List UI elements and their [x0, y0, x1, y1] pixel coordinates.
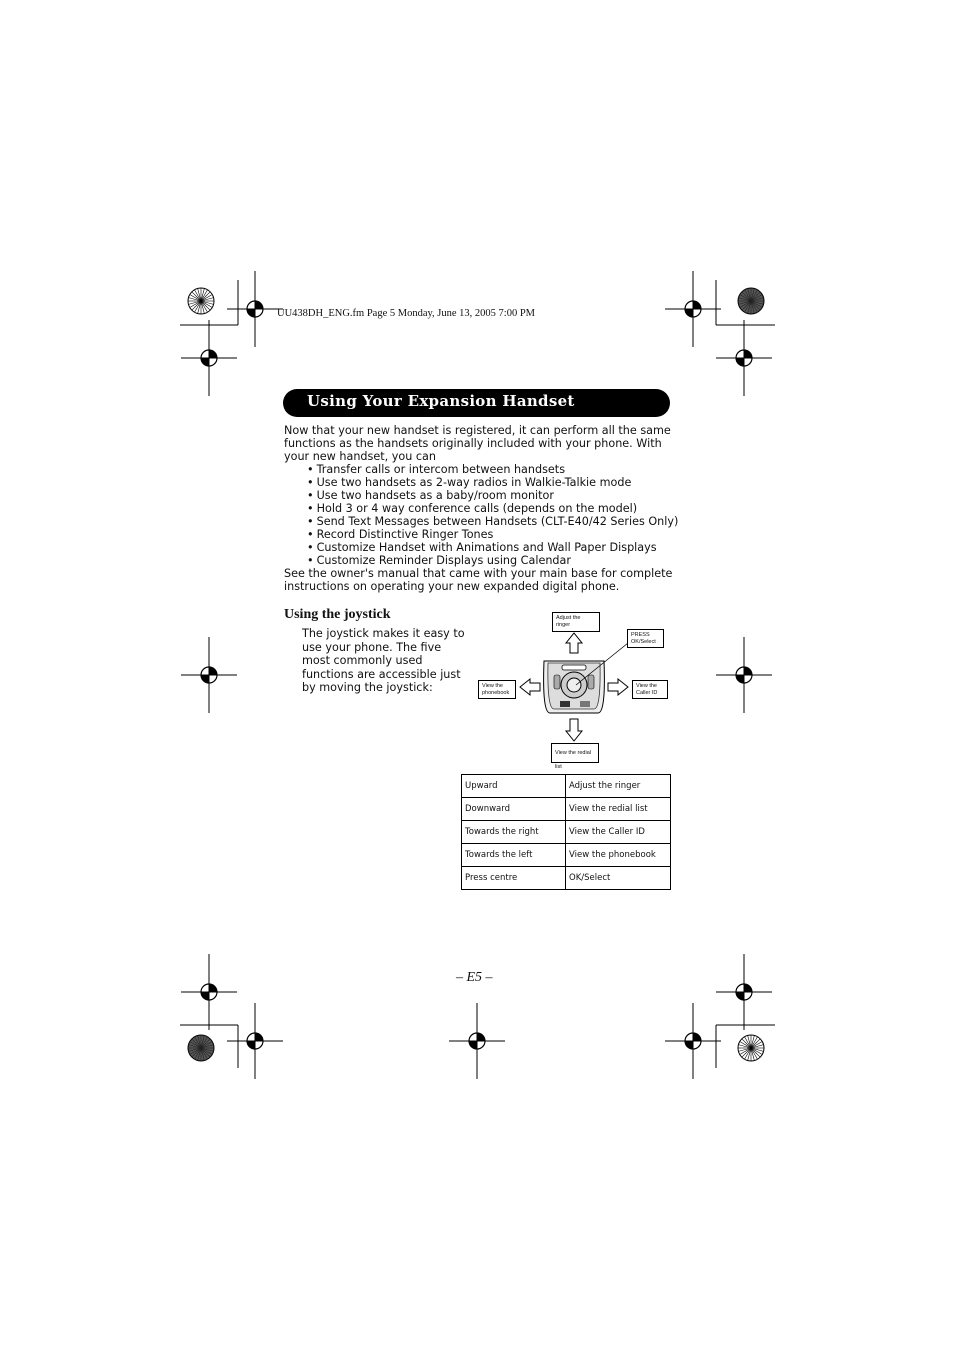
joystick-description: The joystick makes it easy to use your phone. The five most commonly used functions are accessible just by moving the joystick:: [302, 627, 465, 694]
intro-paragraph: [284, 424, 684, 463]
label-press: [627, 629, 664, 648]
list-item: • Transfer calls or intercom between handsets: [307, 463, 678, 476]
intro-line: your new handset, you can: [284, 450, 436, 463]
movement-cell: Towards the right: [462, 821, 566, 844]
list-item: • Customize Handset with Animations and Wall Paper Displays: [307, 541, 678, 554]
table-row: [462, 867, 671, 890]
list-item: • Use two handsets as 2-way radios in Walkie-Talkie mode: [307, 476, 678, 489]
movement-cell: Press centre: [462, 867, 566, 890]
movement-cell: Upward: [462, 775, 566, 798]
intro-line: Now that your new handset is registered, it can perform all the same: [284, 424, 671, 437]
movement-cell: Downward: [462, 798, 566, 821]
list-item: • Customize Reminder Displays using Calendar: [307, 554, 678, 567]
table-row: [462, 821, 671, 844]
intro-line: functions as the handsets originally included with your phone. With: [284, 437, 662, 450]
list-item: • Send Text Messages between Handsets (CLT-E40/42 Series Only): [307, 515, 678, 528]
action-cell: View the phonebook: [566, 844, 671, 867]
label-right-line: View the: [636, 683, 657, 689]
list-item: • Hold 3 or 4 way conference calls (depends on the model): [307, 502, 678, 515]
outro-line: instructions on operating your new expanded digital phone.: [284, 580, 620, 593]
page-number: – E5 –: [456, 970, 493, 985]
feature-list: [307, 463, 678, 567]
list-item: • Record Distinctive Ringer Tones: [307, 528, 678, 541]
section-title-bar: [283, 389, 670, 417]
outro-line: See the owner's manual that came with your main base for complete: [284, 567, 673, 580]
label-down: [551, 743, 599, 770]
outro-paragraph: [284, 567, 684, 593]
label-up-text: Adjust the ringer: [556, 615, 581, 628]
action-cell: View the redial list: [566, 798, 671, 821]
list-item: • Use two handsets as a baby/room monitor: [307, 489, 678, 502]
label-up: [552, 612, 600, 632]
table-row: [462, 844, 671, 867]
functions-table: [461, 774, 671, 890]
movement-cell: Towards the left: [462, 844, 566, 867]
action-cell: View the Caller ID: [566, 821, 671, 844]
action-cell: OK/Select: [566, 867, 671, 890]
file-header: UU438DH_ENG.fm Page 5 Monday, June 13, 2005 7:00 PM: [277, 308, 536, 319]
joystick-diagram: [470, 605, 680, 770]
joystick-heading: Using the joystick: [284, 607, 391, 622]
label-down-text: View the redial list: [555, 750, 591, 770]
table-row: [462, 798, 671, 821]
action-cell: Adjust the ringer: [566, 775, 671, 798]
label-press-line: PRESS: [631, 632, 650, 638]
table-row: [462, 775, 671, 798]
label-right-line: Caller ID: [636, 689, 658, 696]
section-title: Using Your Expansion Handset: [307, 392, 575, 410]
label-right: [632, 680, 668, 699]
label-left-line: phonebook: [482, 689, 510, 696]
label-press-line: OK/Select: [631, 638, 656, 645]
label-left-line: View the: [482, 683, 503, 689]
label-left: [478, 680, 516, 699]
